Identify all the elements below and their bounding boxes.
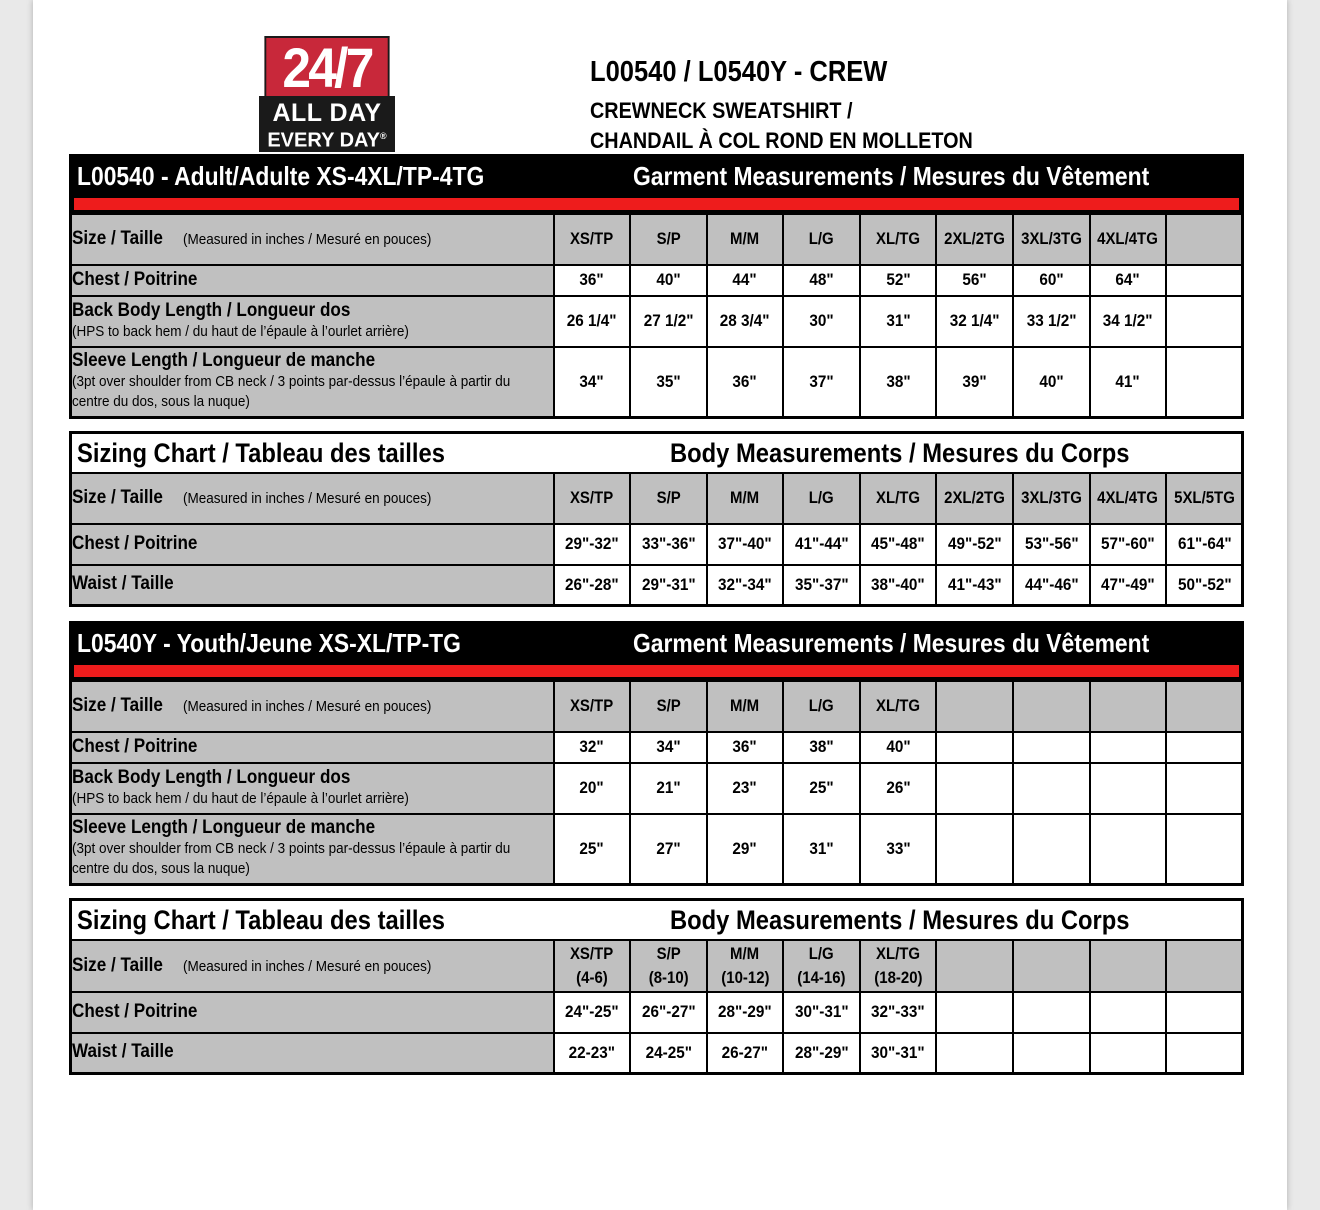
size-row-label: Size / Taille (Measured in inches / Mesuré en pouces) <box>71 473 554 524</box>
chest-value-cell: 24"-25" <box>554 992 631 1033</box>
sleeve-value-cell: 38" <box>860 347 937 418</box>
table-row <box>71 524 1243 565</box>
size-header-cell: XL/TG <box>860 681 937 732</box>
youth-garment-header <box>71 623 1243 663</box>
sleeve-value-cell: 27" <box>630 814 707 885</box>
table-row <box>71 814 1243 885</box>
chest-value-cell: 64" <box>1090 265 1167 296</box>
chest-value-cell: 40" <box>630 265 707 296</box>
youth-garment-table <box>69 621 1244 886</box>
waist-value-cell: 22-23" <box>554 1033 631 1074</box>
table-row <box>71 732 1243 763</box>
table-row <box>71 992 1243 1033</box>
logo-tagline <box>259 96 395 152</box>
sleeve-value-cell <box>1166 814 1243 885</box>
waist-value-cell: 28"-29" <box>783 1033 860 1074</box>
back-value-cell: 20" <box>554 763 631 814</box>
size-row-label: Size / Taille (Measured in inches / Mesuré en pouces) <box>71 681 554 732</box>
size-header-cell: XS/TP <box>554 214 631 265</box>
size-header-cell <box>1013 940 1090 992</box>
product-subtitle-en: CREWNECK SWEATSHIRT / <box>590 98 853 123</box>
size-header-cell: 5XL/5TG <box>1166 473 1243 524</box>
sleeve-value-cell: 35" <box>630 347 707 418</box>
size-header-cell: 4XL/4TG <box>1090 473 1167 524</box>
chest-value-cell: 60" <box>1013 265 1090 296</box>
adult-body-header <box>71 433 1243 473</box>
sleeve-value-cell <box>1013 814 1090 885</box>
size-header-cell <box>1013 681 1090 732</box>
row-label: Back Body Length / Longueur dos (HPS to back hem / du haut de l’épaule à l’ourlet arrière) <box>71 296 554 347</box>
chest-value-cell: 41"-44" <box>783 524 860 565</box>
chest-value-cell: 37"-40" <box>707 524 784 565</box>
chest-value-cell: 36" <box>554 265 631 296</box>
youth-body-title: Sizing Chart / Tableau des tailles <box>77 905 445 935</box>
back-value-cell: 26" <box>860 763 937 814</box>
row-label: Back Body Length / Longueur dos (HPS to back hem / du haut de l’épaule à l’ourlet arrière) <box>71 763 554 814</box>
size-header-cell <box>936 940 1013 992</box>
sleeve-value-cell <box>1090 814 1167 885</box>
chest-value-cell: 57"-60" <box>1090 524 1167 565</box>
back-value-cell: 28 3/4" <box>707 296 784 347</box>
product-subtitle-fr: CHANDAIL À COL ROND EN MOLLETON <box>590 128 973 153</box>
chest-value-cell: 33"-36" <box>630 524 707 565</box>
back-value-cell: 32 1/4" <box>936 296 1013 347</box>
table-row <box>71 940 1243 992</box>
table-row <box>71 1033 1243 1074</box>
sleeve-value-cell: 37" <box>783 347 860 418</box>
chest-value-cell: 56" <box>936 265 1013 296</box>
waist-value-cell: 24-25" <box>630 1033 707 1074</box>
back-value-cell: 25" <box>783 763 860 814</box>
adult-body-title: Sizing Chart / Tableau des tailles <box>77 438 445 468</box>
table-row <box>71 763 1243 814</box>
waist-value-cell <box>1013 1033 1090 1074</box>
waist-value-cell: 38"-40" <box>860 565 937 606</box>
row-label: Chest / Poitrine <box>71 265 554 296</box>
size-header-cell: L/G (14-16) <box>783 940 860 992</box>
adult-garment-right-title: Garment Measurements / Mesures du Vêtement <box>633 161 1150 191</box>
chest-value-cell <box>936 732 1013 763</box>
sleeve-value-cell: 39" <box>936 347 1013 418</box>
waist-value-cell: 32"-34" <box>707 565 784 606</box>
back-value-cell: 23" <box>707 763 784 814</box>
back-value-cell <box>1090 763 1167 814</box>
size-header-cell: 2XL/2TG <box>936 214 1013 265</box>
chest-value-cell <box>1166 265 1243 296</box>
back-value-cell: 33 1/2" <box>1013 296 1090 347</box>
adult-garment-table <box>69 154 1244 419</box>
chest-value-cell: 48" <box>783 265 860 296</box>
chest-value-cell: 30"-31" <box>783 992 860 1033</box>
adult-garment-title: L00540 - Adult/Adulte XS-4XL/TP-4TG <box>77 161 485 191</box>
sleeve-value-cell: 36" <box>707 347 784 418</box>
sleeve-value-cell: 34" <box>554 347 631 418</box>
table-row <box>71 681 1243 732</box>
chest-value-cell: 29"-32" <box>554 524 631 565</box>
size-header-cell: 3XL/3TG <box>1013 473 1090 524</box>
chest-value-cell <box>1166 732 1243 763</box>
size-header-cell <box>1166 214 1243 265</box>
table-row <box>71 296 1243 347</box>
chest-value-cell: 38" <box>783 732 860 763</box>
youth-body-header <box>71 900 1243 940</box>
back-value-cell <box>1166 763 1243 814</box>
waist-value-cell <box>1166 1033 1243 1074</box>
chest-value-cell: 49"-52" <box>936 524 1013 565</box>
sleeve-value-cell: 40" <box>1013 347 1090 418</box>
chest-value-cell: 52" <box>860 265 937 296</box>
row-label: Sleeve Length / Longueur de manche (3pt over shoulder from CB neck / 3 points par-dessus l’épaule à partir du centre du dos, sous la nuque) <box>71 814 554 885</box>
red-stripe <box>71 196 1243 214</box>
youth-garment-title: L0540Y - Youth/Jeune XS-XL/TP-TG <box>77 628 461 658</box>
size-header-cell: 4XL/4TG <box>1090 214 1167 265</box>
size-header-cell: L/G <box>783 681 860 732</box>
row-label: Chest / Poitrine <box>71 524 554 565</box>
adult-garment-header <box>71 156 1243 196</box>
sleeve-value-cell <box>936 814 1013 885</box>
row-label: Waist / Taille <box>71 565 554 606</box>
waist-value-cell: 26"-28" <box>554 565 631 606</box>
size-header-cell: 3XL/3TG <box>1013 214 1090 265</box>
waist-value-cell: 47"-49" <box>1090 565 1167 606</box>
waist-value-cell: 35"-37" <box>783 565 860 606</box>
waist-value-cell: 44"-46" <box>1013 565 1090 606</box>
row-label: Chest / Poitrine <box>71 732 554 763</box>
size-header-cell: S/P <box>630 473 707 524</box>
youth-body-right-title: Body Measurements / Mesures du Corps <box>670 905 1130 935</box>
chest-value-cell: 36" <box>707 732 784 763</box>
waist-value-cell <box>1090 1033 1167 1074</box>
product-title: L00540 / L0540Y - CREW <box>590 56 888 88</box>
chest-value-cell <box>1013 732 1090 763</box>
chest-value-cell <box>1166 992 1243 1033</box>
row-label: Waist / Taille <box>71 1033 554 1074</box>
waist-value-cell: 30"-31" <box>860 1033 937 1074</box>
back-value-cell: 30" <box>783 296 860 347</box>
red-stripe <box>71 663 1243 681</box>
size-header-cell: XS/TP <box>554 681 631 732</box>
chest-value-cell: 32" <box>554 732 631 763</box>
logo-247: 24/7 <box>264 36 389 96</box>
adult-body-table <box>69 431 1244 607</box>
chest-value-cell: 28"-29" <box>707 992 784 1033</box>
size-header-cell: XS/TP <box>554 473 631 524</box>
adult-body-right-title: Body Measurements / Mesures du Corps <box>670 438 1130 468</box>
size-header-cell: XL/TG <box>860 214 937 265</box>
waist-value-cell <box>936 1033 1013 1074</box>
size-header-cell: S/P <box>630 681 707 732</box>
back-value-cell: 34 1/2" <box>1090 296 1167 347</box>
back-value-cell: 21" <box>630 763 707 814</box>
youth-garment-right-title: Garment Measurements / Mesures du Vêtement <box>633 628 1150 658</box>
size-header-cell: 2XL/2TG <box>936 473 1013 524</box>
sleeve-value-cell: 31" <box>783 814 860 885</box>
logo-line1: ALL DAY <box>272 99 382 127</box>
size-row-label: Size / Taille (Measured in inches / Mesuré en pouces) <box>71 940 554 992</box>
size-header-cell: XL/TG <box>860 473 937 524</box>
table-row <box>71 265 1243 296</box>
chest-value-cell: 61"-64" <box>1166 524 1243 565</box>
size-header-cell: L/G <box>783 214 860 265</box>
size-header-cell: XS/TP (4-6) <box>554 940 631 992</box>
back-value-cell: 26 1/4" <box>554 296 631 347</box>
waist-value-cell: 26-27" <box>707 1033 784 1074</box>
size-header-cell: S/P (8-10) <box>630 940 707 992</box>
back-value-cell <box>936 763 1013 814</box>
row-label: Sleeve Length / Longueur de manche (3pt over shoulder from CB neck / 3 points par-dessus l’épaule à partir du centre du dos, sous la nuque) <box>71 347 554 418</box>
sleeve-value-cell: 25" <box>554 814 631 885</box>
size-header-cell <box>1090 681 1167 732</box>
sleeve-value-cell: 29" <box>707 814 784 885</box>
chest-value-cell <box>1090 992 1167 1033</box>
back-value-cell: 31" <box>860 296 937 347</box>
size-header-cell: L/G <box>783 473 860 524</box>
sleeve-value-cell: 33" <box>860 814 937 885</box>
logo-line2: EVERY DAY® <box>267 129 387 152</box>
back-value-cell: 27 1/2" <box>630 296 707 347</box>
size-header-cell: M/M <box>707 681 784 732</box>
chest-value-cell: 45"-48" <box>860 524 937 565</box>
chest-value-cell: 26"-27" <box>630 992 707 1033</box>
sleeve-value-cell: 41" <box>1090 347 1167 418</box>
size-header-cell: S/P <box>630 214 707 265</box>
table-row <box>71 473 1243 524</box>
chest-value-cell <box>1013 992 1090 1033</box>
size-header-cell <box>936 681 1013 732</box>
chest-value-cell: 32"-33" <box>860 992 937 1033</box>
sleeve-value-cell <box>1166 347 1243 418</box>
size-header-cell <box>1166 940 1243 992</box>
youth-body-table <box>69 898 1244 1075</box>
chest-value-cell: 40" <box>860 732 937 763</box>
size-header-cell: XL/TG (18-20) <box>860 940 937 992</box>
size-row-label: Size / Taille (Measured in inches / Mesuré en pouces) <box>71 214 554 265</box>
size-header-cell: M/M <box>707 214 784 265</box>
size-header-cell: M/M (10-12) <box>707 940 784 992</box>
waist-value-cell: 29"-31" <box>630 565 707 606</box>
back-value-cell <box>1013 763 1090 814</box>
waist-value-cell: 50"-52" <box>1166 565 1243 606</box>
chest-value-cell: 53"-56" <box>1013 524 1090 565</box>
chest-value-cell <box>936 992 1013 1033</box>
size-header-cell: M/M <box>707 473 784 524</box>
size-header-cell <box>1166 681 1243 732</box>
back-value-cell <box>1166 296 1243 347</box>
table-row <box>71 214 1243 265</box>
chest-value-cell: 34" <box>630 732 707 763</box>
table-row <box>71 347 1243 418</box>
row-label: Chest / Poitrine <box>71 992 554 1033</box>
chest-value-cell: 44" <box>707 265 784 296</box>
table-row <box>71 565 1243 606</box>
brand-logo <box>259 36 395 152</box>
size-header-cell <box>1090 940 1167 992</box>
chest-value-cell <box>1090 732 1167 763</box>
waist-value-cell: 41"-43" <box>936 565 1013 606</box>
